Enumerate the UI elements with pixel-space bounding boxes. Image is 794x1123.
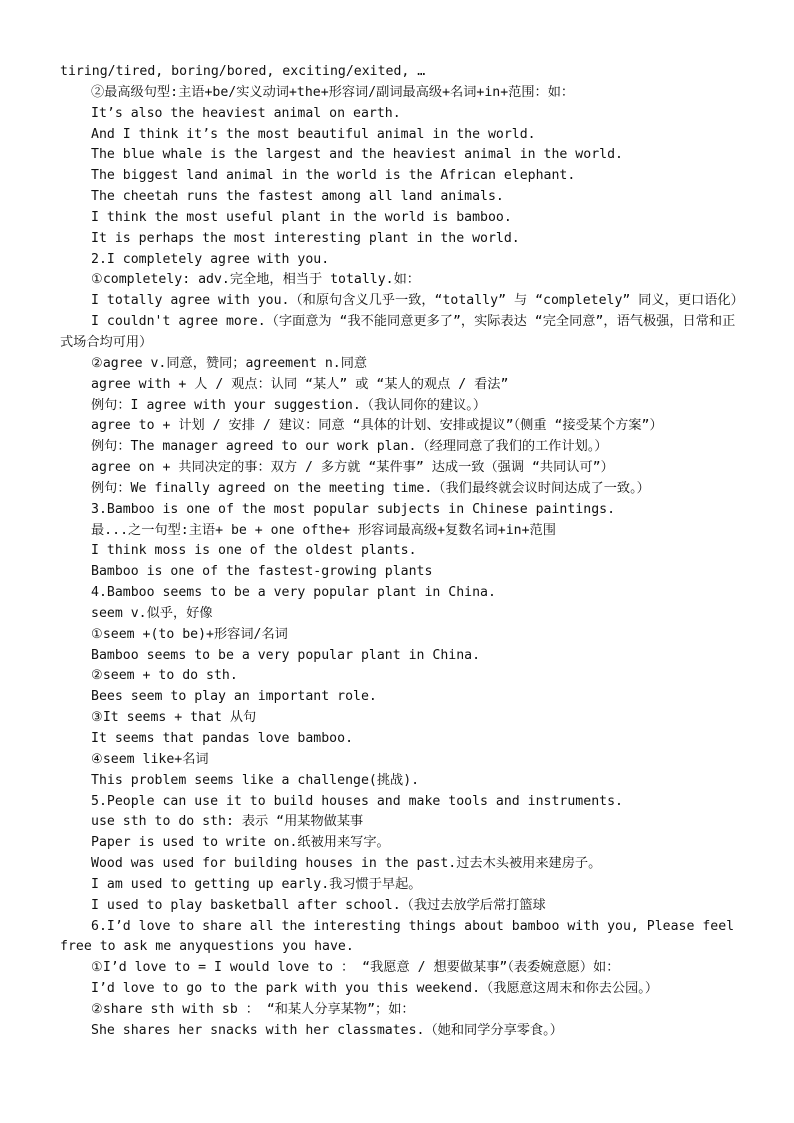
text-line: 6.I’d love to share all the interesting things about bamboo with you, Please feel free to ask me anyquestions you have. bbox=[60, 918, 735, 955]
text-line: ①completely: adv.完全地，相当于 totally.如： bbox=[91, 272, 420, 288]
text-line: It is perhaps the most interesting plant in the world. bbox=[91, 230, 520, 246]
text-line: 5.People can use it to build houses and make tools and instruments. bbox=[91, 793, 623, 809]
text-line: 4.Bamboo seems to be a very popular plant in China. bbox=[91, 585, 496, 601]
text-line: I totally agree with you.（和原句含义几乎一致，“totally” 与 “completely” 同义，更口语化） bbox=[91, 293, 744, 309]
text-line: ①I’d love to = I would love to ： “我愿意 / 想要做某事”（表委婉意愿）如： bbox=[91, 960, 620, 976]
text-line: Bamboo seems to be a very popular plant in China. bbox=[91, 647, 481, 663]
text-line: seem v.似乎，好像 bbox=[91, 605, 213, 621]
text-line: I used to play basketball after school.（我过去放学后常打篮球 bbox=[91, 897, 546, 913]
text-line: It seems that pandas love bamboo. bbox=[91, 731, 354, 746]
text-line: I am used to getting up early.我习惯于早起。 bbox=[91, 876, 422, 892]
text-line: Paper is used to write on.纸被用来写字。 bbox=[91, 835, 390, 851]
text-line: Wood was used for building houses in the past.过去木头被用来建房子。 bbox=[91, 856, 602, 872]
text-line: She shares her snacks with her classmates.（她和同学分享零食。） bbox=[91, 1022, 563, 1038]
text-line: This problem seems like a challenge(挑战). bbox=[91, 772, 420, 788]
text-line: tiring/tired, boring/bored, exciting/exited, … bbox=[60, 64, 426, 79]
text-line: 3.Bamboo is one of the most popular subjects in Chinese paintings. bbox=[91, 501, 616, 517]
text-line: 例句：I agree with your suggestion.（我认同你的建议。） bbox=[91, 397, 487, 413]
text-line: ④seem like+名词 bbox=[91, 751, 209, 767]
text-line: And I think it’s the most beautiful animal in the world. bbox=[91, 126, 536, 142]
text-line: The cheetah runs the fastest among all land animals. bbox=[91, 189, 504, 205]
text-line: The biggest land animal in the world is the African elephant. bbox=[91, 168, 576, 184]
text-line: I think the most useful plant in the world is bamboo. bbox=[91, 209, 512, 225]
text-line: agree with + 人 / 观点：认同 “某人” 或 “某人的观点 / 看法” bbox=[91, 376, 509, 392]
text-line: ①seem +(to be)+形容词/名词 bbox=[91, 626, 288, 642]
text-line: I couldn't agree more.（字面意为 “我不能同意更多了”，实际表达 “完全同意”，语气极强，日常和正式场合均可用） bbox=[60, 314, 736, 350]
text-line: I’d love to go to the park with you this weekend.（我愿意这周末和你去公园。） bbox=[91, 981, 659, 997]
text-line: agree on + 共同决定的事：双方 / 多方就 “某件事” 达成一致（强调 “共同认可”） bbox=[91, 460, 614, 476]
text-line: use sth to do sth: 表示 “用某物做某事 bbox=[91, 814, 364, 830]
text-line: 最...之一句型:主语+ be + one ofthe+ 形容词最高级+复数名词+in+范围 bbox=[91, 522, 556, 538]
text-line: Bamboo is one of the fastest-growing plants bbox=[91, 564, 433, 580]
text-line: ②seem + to do sth. bbox=[91, 668, 238, 684]
text-line: ③It seems + that 从句 bbox=[91, 710, 257, 726]
text-line: 例句：We finally agreed on the meeting time.（我们最终就会议时间达成了一致。） bbox=[91, 480, 650, 496]
document-page bbox=[60, 62, 744, 1042]
text-line: ②最高级句型:主语+be/实义动词+the+形容词/副词最高级+名词+in+范围：如： bbox=[91, 84, 575, 100]
text-line: It’s also the heaviest animal on earth. bbox=[91, 105, 401, 121]
text-line: ②agree v.同意，赞同；agreement n.同意 bbox=[91, 355, 368, 371]
text-line: agree to + 计划 / 安排 / 建议：同意 “具体的计划、安排或提议”（侧重 “接受某个方案”） bbox=[91, 418, 663, 434]
text-line: The blue whale is the largest and the heaviest animal in the world. bbox=[91, 147, 623, 163]
text-line: Bees seem to play an important role. bbox=[91, 689, 377, 705]
text-line: I think moss is one of the oldest plants. bbox=[91, 543, 417, 559]
text-line: ②share sth with sb ： “和某人分享某物”；如： bbox=[91, 1001, 415, 1017]
text-line: 2.I completely agree with you. bbox=[91, 251, 330, 267]
text-line: 例句：The manager agreed to our work plan.（经理同意了我们的工作计划。） bbox=[91, 439, 608, 455]
